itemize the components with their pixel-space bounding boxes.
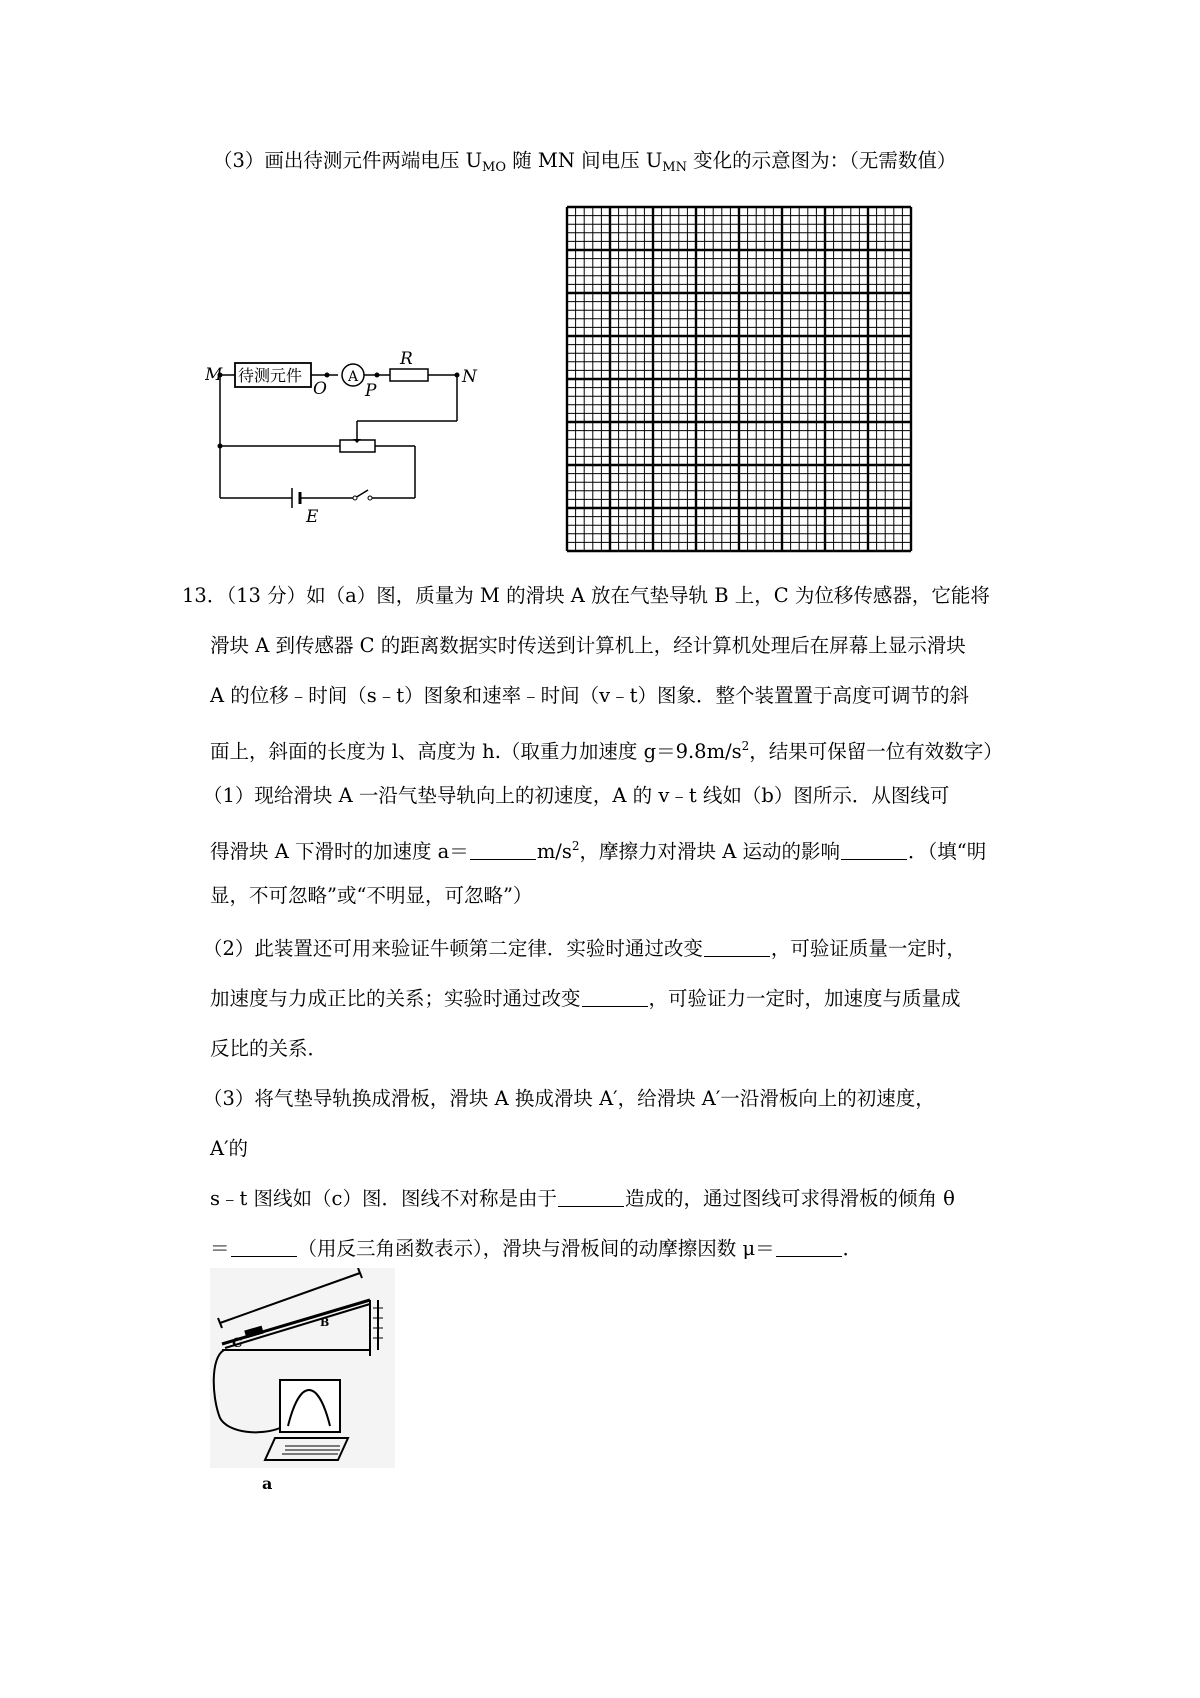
q13-line-8: （2）此装置还可用来验证牛顿第二定律．实验时通过改变 ，可验证质量一定时，	[203, 937, 966, 960]
label-n: N	[462, 367, 477, 387]
q13-line-3: A 的位移﹣时间（s﹣t）图象和速率﹣时间（v﹣t）图象．整个装置置于高度可调节的斜	[210, 684, 969, 707]
label-o: O	[313, 379, 327, 399]
label-p: P	[365, 381, 377, 401]
q13-line-13: s﹣t 图线如（c）图．图线不对称是由于 造成的，通过图线可求得滑板的倾角 θ	[210, 1187, 955, 1210]
q13-line-12: A′的	[210, 1137, 249, 1160]
q13-line-4: 面上，斜面的长度为 l、高度为 h.（取重力加速度 $g=9.8m/s^2$，结果可保留一位有效数字）	[210, 739, 1003, 763]
figure-a-caption: a	[262, 1474, 273, 1493]
q13-line-7: 显，不可忽略”或“不明显，可忽略”）	[210, 884, 533, 907]
q13-line-5: （1）现给滑块 A 一沿气垫导轨向上的初速度，A 的 v﹣t 线如（b）图所示．从图线可	[203, 784, 950, 807]
q13-line-6: 得滑块 A 下滑时的加速度 $a= m/s^2$，摩擦力对滑块 A 运动的影响 ．（填“明	[210, 839, 987, 863]
label-b: B	[320, 1316, 330, 1329]
label-c: C	[232, 1336, 243, 1351]
q13-line-14: ＝ （用反三角函数表示），滑块与滑板间的动摩擦因数 μ＝ ．	[210, 1237, 863, 1260]
answer-blank	[776, 1238, 842, 1257]
answer-blank	[470, 841, 536, 860]
answer-blank	[582, 988, 648, 1007]
component-label: 待测元件	[238, 366, 303, 385]
q13-line-9: 加速度与力成正比的关系；实验时通过改变 ，可验证力一定时，加速度与质量成	[210, 987, 961, 1010]
answer-blank	[704, 938, 770, 957]
ammeter-label: A	[348, 369, 359, 385]
label-e: E	[306, 507, 319, 527]
q13-line-2: 滑块 A 到传感器 C 的距离数据实时传送到计算机上，经计算机处理后在屏幕上显示滑块	[210, 634, 966, 657]
label-m: M	[205, 365, 223, 385]
figure-a-apparatus	[210, 1268, 395, 1468]
answer-blank	[231, 1238, 297, 1257]
grid-paper	[565, 205, 913, 553]
q13-line-1: 13．（13 分）如（a）图，质量为 M 的滑块 A 放在气垫导轨 B 上，C 为位移传感器，它能将	[182, 584, 990, 607]
q12-part3-text: （3）画出待测元件两端电压 $U_{MO}$ 随 MN 间电压 $U_{MN}$ 变化的示意图为：（无需数值）	[213, 149, 957, 175]
circuit-diagram	[205, 350, 505, 530]
q13-line-10: 反比的关系．	[210, 1037, 328, 1060]
answer-blank	[558, 1188, 624, 1207]
answer-blank	[841, 841, 907, 860]
label-r: R	[400, 350, 413, 369]
q13-line-11: （3）将气垫导轨换成滑板，滑块 A 换成滑块 A′，给滑块 A′一沿滑板向上的初速度，	[203, 1087, 935, 1110]
